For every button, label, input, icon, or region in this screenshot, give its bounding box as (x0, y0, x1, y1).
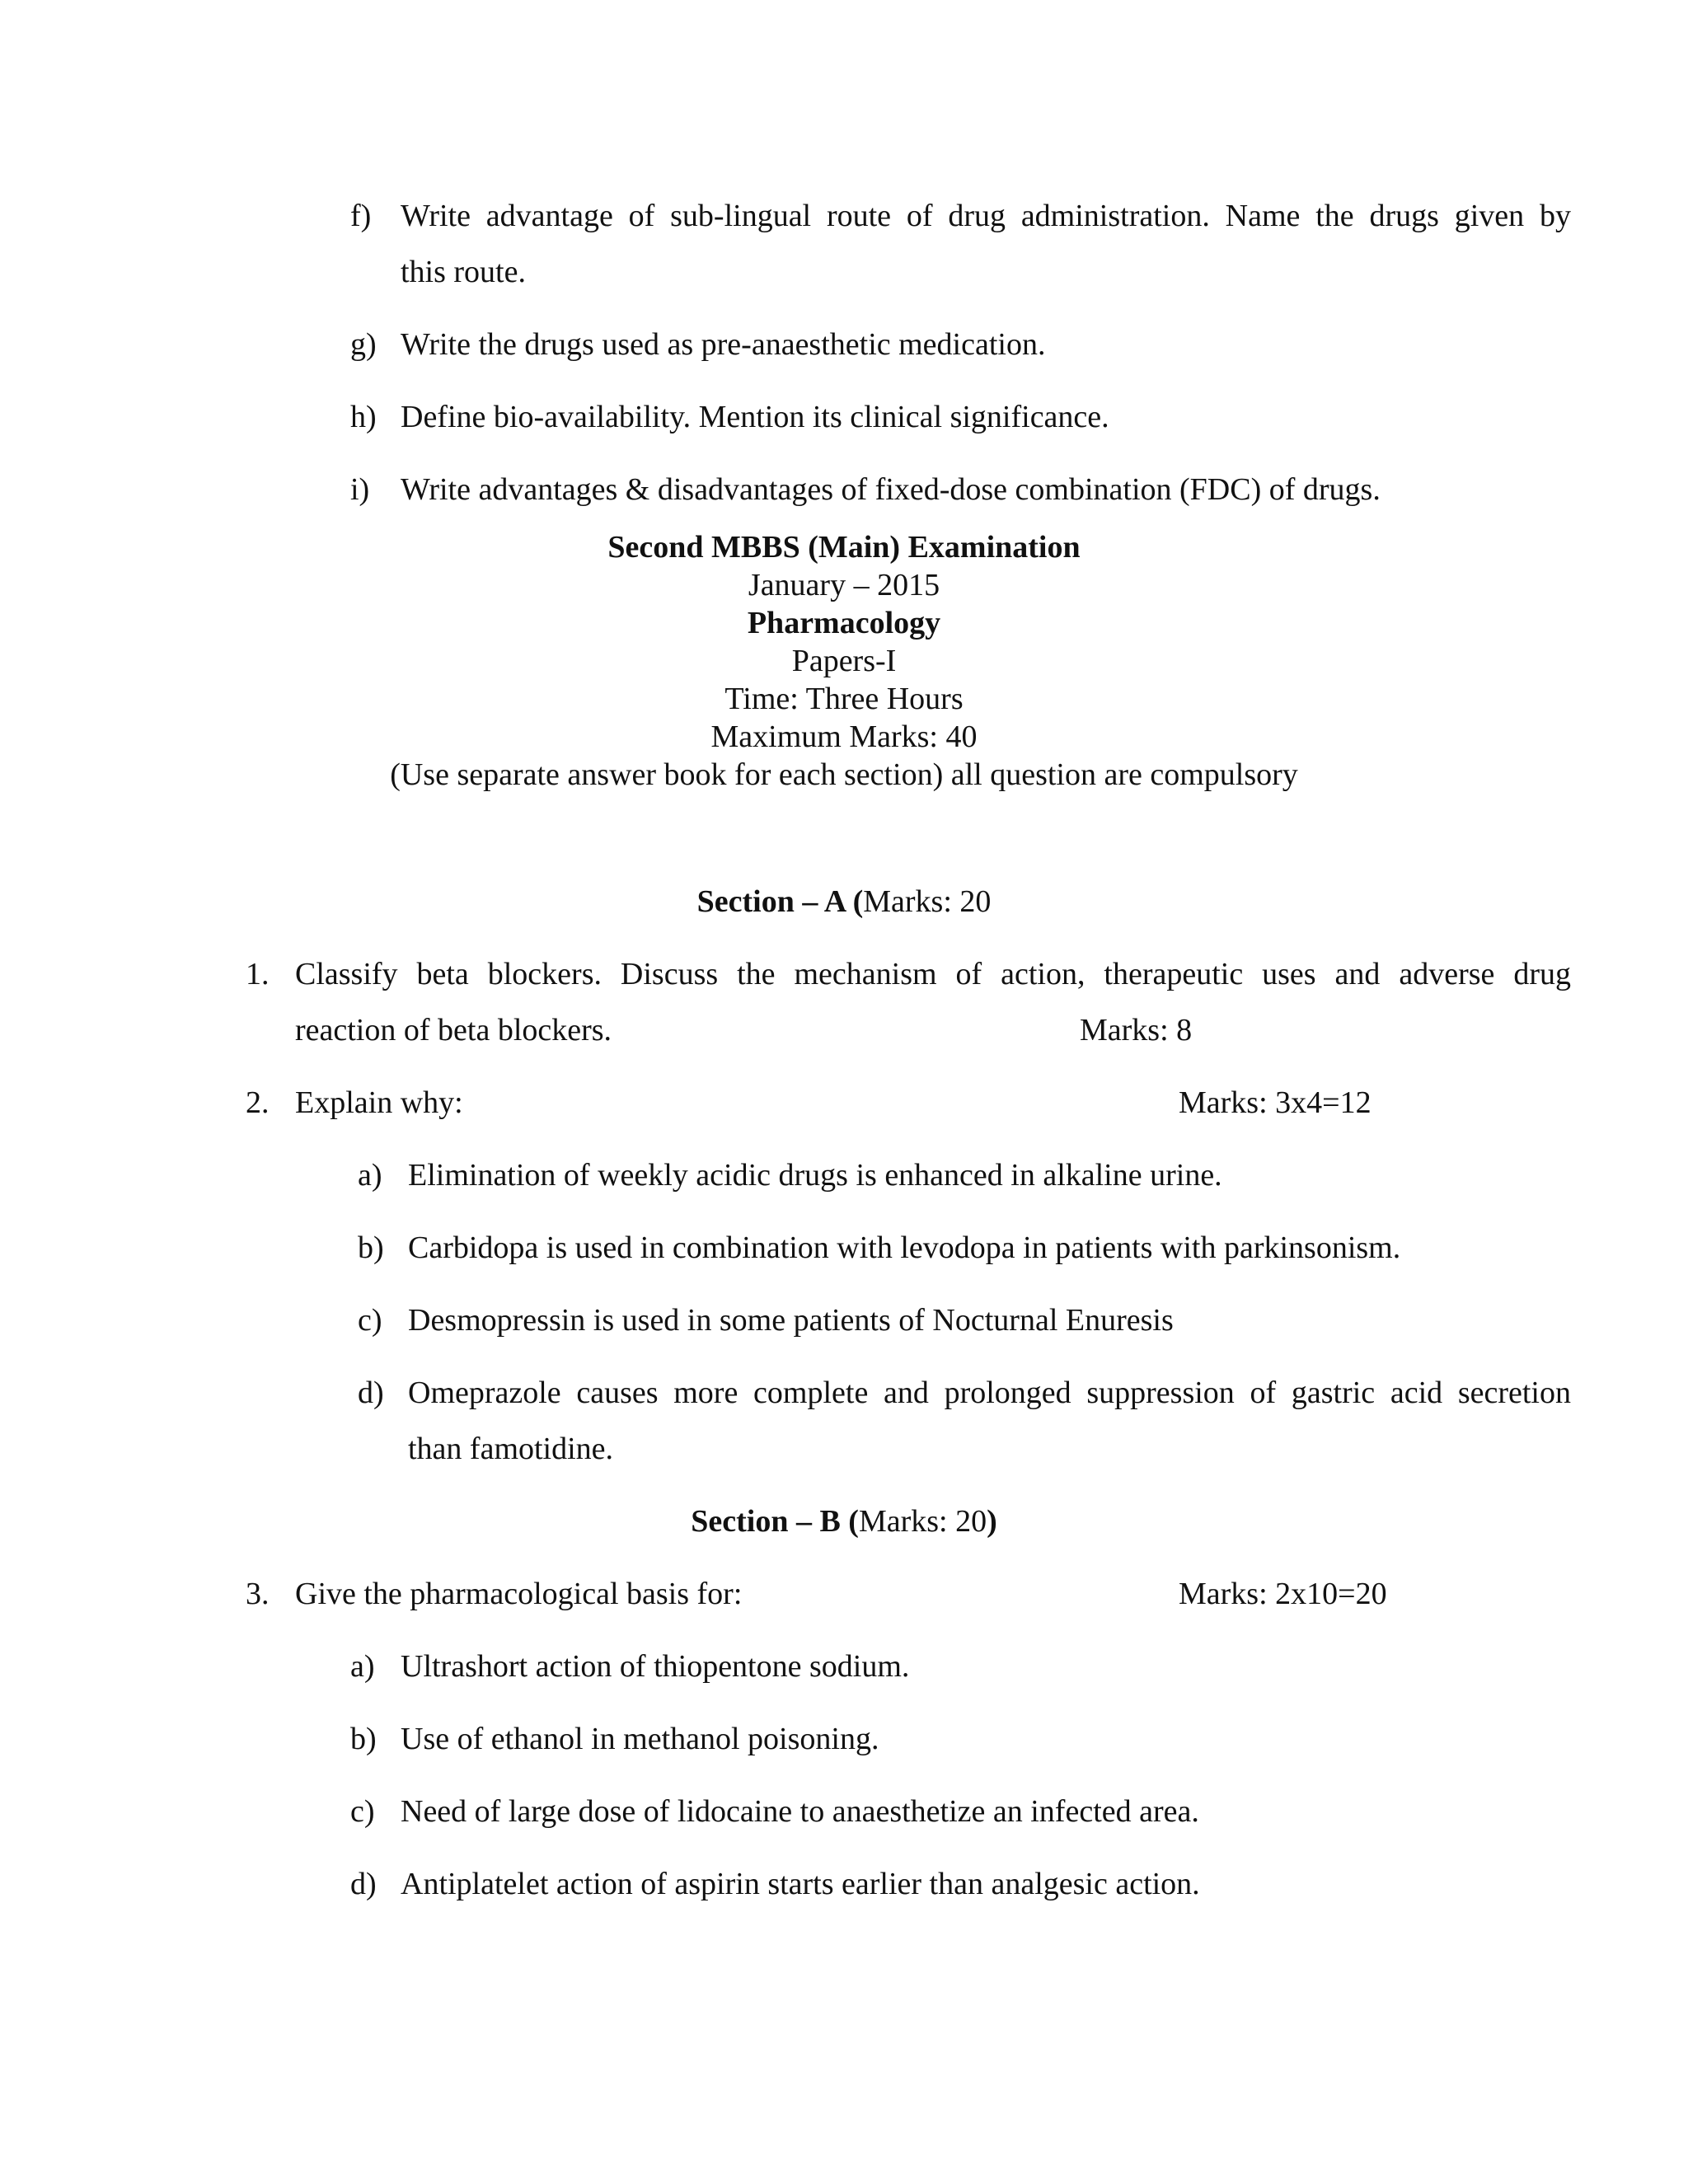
section-a-label: Section – A ( (696, 884, 864, 919)
question-2c-marker: c) (358, 1303, 382, 1338)
question-3-number: 3. (246, 1577, 270, 1611)
question-3d-text: Antiplatelet action of aspirin starts earlier than analgesic action. (401, 1867, 1200, 1901)
question-h-marker: h) (350, 400, 377, 434)
question-i-text: Write advantages & disadvantages of fixed-dose combination (FDC) of drugs. (401, 472, 1381, 507)
exam-instruction: (Use separate answer book for each section) all question are compulsory (390, 757, 1298, 792)
section-b-heading (0, 1503, 1688, 1540)
exam-max-marks: Maximum Marks: 40 (710, 719, 978, 754)
question-2a-text: Elimination of weekly acidic drugs is enhanced in alkaline urine. (408, 1158, 1222, 1193)
question-2d-line1: Omeprazole causes more complete and prolonged suppression of gastric acid secretion (408, 1376, 1571, 1410)
question-1-marks: Marks: 8 (1080, 1013, 1193, 1047)
question-3c-marker: c) (350, 1794, 375, 1829)
question-3a-text: Ultrashort action of thiopentone sodium. (401, 1649, 910, 1684)
exam-time: Time: Three Hours (724, 682, 964, 716)
question-1-line1: Classify beta blockers. Discuss the mechanism of action, therapeutic uses and adverse drug (295, 957, 1571, 991)
section-a-heading (0, 883, 1688, 920)
question-f-line2: this route. (401, 255, 526, 289)
question-2-number: 2. (246, 1085, 270, 1120)
section-b-close: ) (987, 1504, 997, 1539)
question-f-line1: Write advantage of sub-lingual route of drug administration. Name the drugs given by (401, 199, 1571, 233)
question-3-marks: Marks: 2x10=20 (1179, 1577, 1387, 1611)
question-3b-text: Use of ethanol in methanol poisoning. (401, 1722, 879, 1756)
question-2d-marker: d) (358, 1376, 384, 1410)
question-3-text: Give the pharmacological basis for: (295, 1577, 743, 1611)
exam-paper: Papers-I (791, 644, 897, 678)
exam-title: Second MBBS (Main) Examination (607, 530, 1081, 565)
exam-date: January – 2015 (748, 568, 940, 602)
question-g-marker: g) (350, 327, 377, 362)
question-g-text: Write the drugs used as pre-anaesthetic medication. (401, 327, 1046, 362)
section-b-label: Section – B ( (691, 1504, 859, 1539)
section-a-marks: Marks: 20 (863, 884, 992, 919)
question-1-number: 1. (246, 957, 270, 991)
question-2d-line2: than famotidine. (408, 1432, 614, 1466)
section-b-marks: Marks: 20 (858, 1504, 987, 1539)
question-2-text: Explain why: (295, 1085, 463, 1120)
question-2-marks: Marks: 3x4=12 (1179, 1085, 1372, 1120)
question-2b-marker: b) (358, 1230, 384, 1265)
question-3d-marker: d) (350, 1867, 377, 1901)
question-2a-marker: a) (358, 1158, 382, 1193)
exam-subject: Pharmacology (747, 606, 941, 640)
question-3b-marker: b) (350, 1722, 377, 1756)
question-3a-marker: a) (350, 1649, 375, 1684)
question-i-marker: i) (350, 472, 370, 507)
question-h-text: Define bio-availability. Mention its clinical significance. (401, 400, 1109, 434)
question-2c-text: Desmopressin is used in some patients of Nocturnal Enuresis (408, 1303, 1174, 1338)
question-1-line2: reaction of beta blockers. (295, 1013, 612, 1047)
question-f-marker: f) (350, 199, 372, 233)
question-2b-text: Carbidopa is used in combination with levodopa in patients with parkinsonism. (408, 1230, 1401, 1265)
question-3c-text: Need of large dose of lidocaine to anaesthetize an infected area. (401, 1794, 1199, 1829)
